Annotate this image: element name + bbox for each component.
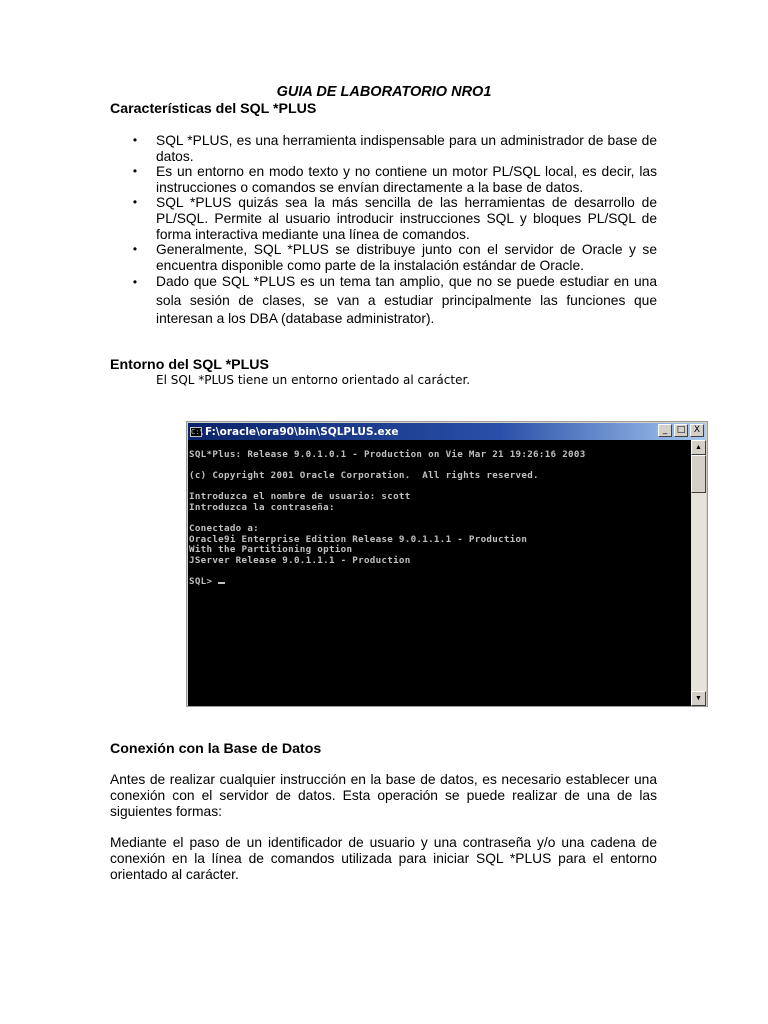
console-window-title: F:\oracle\ora90\bin\SQLPLUS.exe — [205, 425, 399, 438]
console-prompt: SQL> — [189, 576, 219, 588]
features-bullet-list — [130, 133, 657, 329]
bullet-item: • Generalmente, SQL *PLUS se distribuye junto con el servidor de Oracle y se encuentra disponible como parte de la instalación estándar de Oracle. — [130, 242, 657, 273]
bullet-icon: • — [132, 133, 138, 147]
bullet-item: • SQL *PLUS, es una herramienta indispensable para un administrador de base de datos. — [130, 133, 657, 164]
figure-caption: El SQL *PLUS tiene un entorno orientado al carácter. — [156, 373, 471, 387]
console-line: Oracle9i Enterprise Edition Release 9.0.1.1.1 - Production — [189, 533, 528, 545]
document-title: GUIA DE LABORATORIO NRO1 — [276, 84, 492, 100]
console-line: (c) Copyright 2001 Oracle Corporation. All rights reserved. — [189, 470, 539, 482]
close-button[interactable]: X — [690, 424, 704, 437]
window-controls — [658, 424, 704, 437]
paragraph: Mediante el paso de un identificador de usuario y una contraseña y/o una cadena de conexión en la línea de comandos utilizada para iniciar SQL *PLUS para el entorno orientado al carácter. — [110, 835, 657, 882]
bullet-item: • Es un entorno en modo texto y no contiene un motor PL/SQL local, es decir, las instrucciones o comandos se envían directamente a la base de datos. — [130, 164, 657, 195]
console-app-icon: C:\ — [191, 427, 204, 436]
bullet-icon: • — [132, 195, 138, 210]
bullet-item: • SQL *PLUS quizás sea la más sencilla de las herramientas de desarrollo de PL/SQL. Permite al usuario introducir instrucciones SQL y bloques PL/SQL de forma interactiva mediante una línea de comandos. — [130, 195, 657, 242]
maximize-button[interactable]: □ — [674, 424, 688, 437]
minimize-button[interactable]: _ — [658, 424, 672, 437]
console-text — [189, 450, 586, 588]
console-titlebar[interactable] — [188, 423, 706, 440]
scroll-down-arrow-icon[interactable]: ▼ — [691, 691, 706, 706]
scroll-thumb[interactable] — [691, 455, 706, 493]
console-scrollbar[interactable] — [691, 440, 706, 706]
bullet-icon: • — [132, 242, 138, 257]
console-line: JServer Release 9.0.1.1.1 - Production — [189, 554, 411, 566]
bullet-icon: • — [132, 275, 138, 290]
paragraph: Antes de realizar cualquier instrucción en la base de datos, es necesario establecer una conexión con el servidor de datos. Esta operación se puede realizar de una de las siguientes formas: — [110, 772, 657, 819]
section-heading-conexion: Conexión con la Base de Datos — [110, 741, 322, 757]
console-line: SQL*Plus: Release 9.0.1.0.1 - Production on Vie Mar 21 19:26:16 2003 — [189, 449, 586, 460]
scroll-up-arrow-icon[interactable]: ▲ — [691, 440, 706, 455]
section-heading-entorno: Entorno del SQL *PLUS — [110, 357, 269, 373]
console-line: Conectado a: — [189, 523, 259, 535]
console-output[interactable] — [188, 440, 691, 706]
bullet-icon: • — [132, 164, 138, 179]
console-line: Introduzca el nombre de usuario: scott — [189, 491, 411, 503]
console-line: With the Partitioning option — [189, 544, 353, 556]
console-line: Introduzca la contraseña: — [189, 501, 335, 513]
text-cursor — [218, 582, 225, 584]
section-heading-caracteristicas: Características del SQL *PLUS — [110, 101, 317, 117]
bullet-item: • Dado que SQL *PLUS es un tema tan amplio, que no se puede estudiar en una sola sesión de clases, se van a estudiar principalmente las funciones que interesan a los DBA (database administrator). — [130, 273, 657, 329]
console-window — [186, 421, 708, 707]
